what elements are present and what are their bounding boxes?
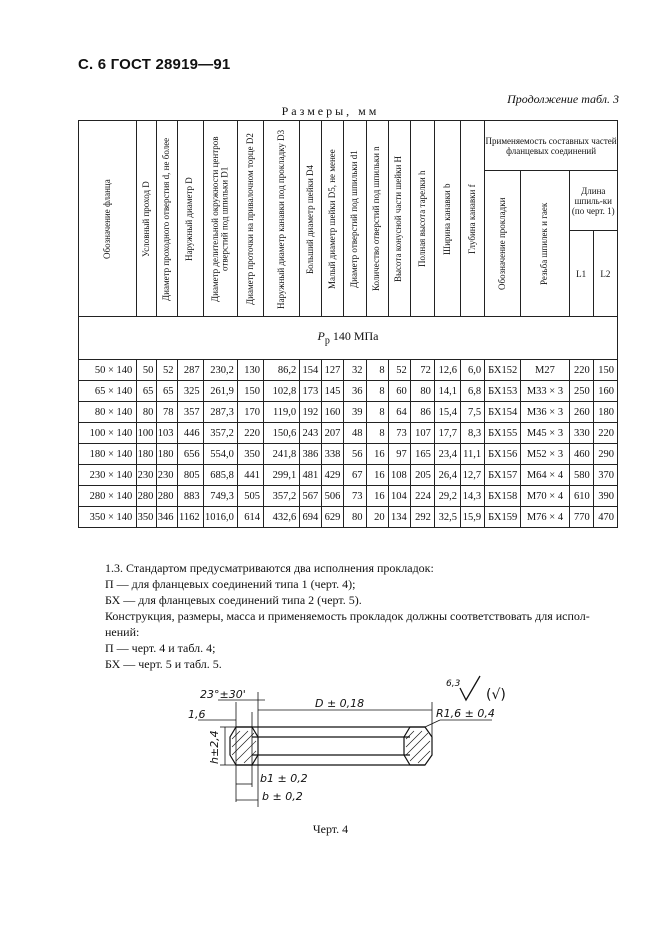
roughness-paren: (√) bbox=[486, 687, 506, 703]
sizes-label: Размеры, мм bbox=[281, 104, 380, 118]
table-cell: 72 bbox=[410, 360, 434, 381]
table-cell: 65 bbox=[157, 381, 177, 402]
table-cell: 230 bbox=[137, 465, 157, 486]
table-cell: 86,2 bbox=[264, 360, 300, 381]
col-n-header: Количество отверстий под шпильки n bbox=[366, 121, 388, 317]
table-cell: 26,4 bbox=[434, 465, 460, 486]
flange-designation-cell: 230 × 140 bbox=[79, 465, 137, 486]
table-cell: 6,8 bbox=[461, 381, 485, 402]
table-cell: 119,0 bbox=[264, 402, 300, 423]
table-cell: 8 bbox=[366, 423, 388, 444]
table-cell: 180 bbox=[593, 402, 617, 423]
table-cell: 241,8 bbox=[264, 444, 300, 465]
page-title: С. 6 ГОСТ 28919—91 bbox=[78, 56, 231, 73]
col-l2-header: L2 bbox=[593, 231, 617, 317]
col-f-header: Глубина канавки f bbox=[461, 121, 485, 317]
table-cell: 65 bbox=[137, 381, 157, 402]
table-cell: 73 bbox=[388, 423, 410, 444]
table-cell: 261,9 bbox=[203, 381, 237, 402]
edge-dimension: 1,6 bbox=[188, 708, 206, 721]
table-row bbox=[79, 465, 618, 486]
table-cell: 883 bbox=[177, 486, 203, 507]
table-cell: БХ156 bbox=[485, 444, 521, 465]
table-cell: 73 bbox=[344, 486, 366, 507]
table-cell: 150,6 bbox=[264, 423, 300, 444]
table-cell: 80 bbox=[137, 402, 157, 423]
table-cell: 32 bbox=[344, 360, 366, 381]
diameter-dimension: D ± 0,18 bbox=[315, 697, 365, 710]
flange-designation-cell: 180 × 140 bbox=[79, 444, 137, 465]
table-row bbox=[79, 360, 618, 381]
table-cell: М45 × 3 bbox=[521, 423, 569, 444]
col-dh-header: Диаметр отверстий под шпильки d1 bbox=[344, 121, 366, 317]
flange-designation-cell: 280 × 140 bbox=[79, 486, 137, 507]
table-cell: 230 bbox=[157, 465, 177, 486]
table-cell: 429 bbox=[322, 465, 344, 486]
table-cell: 220 bbox=[569, 360, 593, 381]
table-row bbox=[79, 402, 618, 423]
paragraph-ref-bh: БХ — черт. 5 и табл. 5. bbox=[105, 657, 222, 671]
table-cell: 390 bbox=[593, 486, 617, 507]
table-cell: 97 bbox=[388, 444, 410, 465]
table-cell: 299,1 bbox=[264, 465, 300, 486]
table-cell: 15,9 bbox=[461, 507, 485, 528]
table-cell: М52 × 3 bbox=[521, 444, 569, 465]
table-cell: 432,6 bbox=[264, 507, 300, 528]
table-cell: 29,2 bbox=[434, 486, 460, 507]
roughness-value: 6,3 bbox=[446, 679, 461, 689]
col-thread-header: Резьба шпилек и гаек bbox=[521, 171, 569, 317]
table-cell: 52 bbox=[157, 360, 177, 381]
paragraph-type-p: П — для фланцевых соединений типа 1 (черт. 4); bbox=[105, 577, 356, 591]
table-cell: 287 bbox=[177, 360, 203, 381]
dimensions-table bbox=[78, 120, 618, 528]
table-cell: 8 bbox=[366, 360, 388, 381]
col-d5-header: Малый диаметр шейки D5, не менее bbox=[322, 121, 344, 317]
flange-designation-cell: 350 × 140 bbox=[79, 507, 137, 528]
table-cell: 32,5 bbox=[434, 507, 460, 528]
table-cell: 150 bbox=[593, 360, 617, 381]
b1-dimension: b1 ± 0,2 bbox=[260, 772, 308, 785]
table-cell: 614 bbox=[237, 507, 263, 528]
table-cell: М33 × 3 bbox=[521, 381, 569, 402]
height-dimension: h±2,4 bbox=[208, 730, 221, 764]
table-cell: 506 bbox=[322, 486, 344, 507]
table-cell: БХ157 bbox=[485, 465, 521, 486]
table-cell: 554,0 bbox=[203, 444, 237, 465]
table-cell: 165 bbox=[410, 444, 434, 465]
table-cell: 350 bbox=[137, 507, 157, 528]
table-cell: 14,3 bbox=[461, 486, 485, 507]
table-cell: М76 × 4 bbox=[521, 507, 569, 528]
table-cell: 67 bbox=[344, 465, 366, 486]
table-cell: 100 bbox=[137, 423, 157, 444]
table-cell: 160 bbox=[322, 402, 344, 423]
table-cell: 287,3 bbox=[203, 402, 237, 423]
table-cell: 78 bbox=[157, 402, 177, 423]
table-cell: 107 bbox=[410, 423, 434, 444]
col-dy-header: Условный проход D bbox=[137, 121, 157, 317]
table-cell: 250 bbox=[569, 381, 593, 402]
table-cell: 749,3 bbox=[203, 486, 237, 507]
table-cell: 205 bbox=[410, 465, 434, 486]
table-cell: 290 bbox=[593, 444, 617, 465]
col-d3-header: Наружный диаметр канавки под прокладку D3 bbox=[264, 121, 300, 317]
paragraph-type-bh: БХ — для фланцевых соединений типа 2 (черт. 5). bbox=[105, 593, 362, 607]
table-cell: БХ153 bbox=[485, 381, 521, 402]
table-cell: 16 bbox=[366, 444, 388, 465]
table-cell: 610 bbox=[569, 486, 593, 507]
table-cell: 357,2 bbox=[264, 486, 300, 507]
table-cell: 243 bbox=[300, 423, 322, 444]
table-cell: 8 bbox=[366, 381, 388, 402]
col-d4-header: Больший диаметр шейки D4 bbox=[300, 121, 322, 317]
table-cell: 36 bbox=[344, 381, 366, 402]
table-cell: 694 bbox=[300, 507, 322, 528]
table-cell: 7,5 bbox=[461, 402, 485, 423]
table-cell: 280 bbox=[137, 486, 157, 507]
table-cell: 338 bbox=[322, 444, 344, 465]
col-b-header: Ширина канавки b bbox=[434, 121, 460, 317]
col-h-header: Высота конусной части шейки H bbox=[388, 121, 410, 317]
table-cell: 14,1 bbox=[434, 381, 460, 402]
table-cell: М27 bbox=[521, 360, 569, 381]
table-cell: БХ155 bbox=[485, 423, 521, 444]
table-cell: 154 bbox=[300, 360, 322, 381]
table-cell: 80 bbox=[344, 507, 366, 528]
table-cell: 330 bbox=[569, 423, 593, 444]
table-cell: БХ152 bbox=[485, 360, 521, 381]
table-cell: 481 bbox=[300, 465, 322, 486]
pressure-label: $P_р$ 140 МПа bbox=[79, 317, 618, 360]
table-cell: БХ158 bbox=[485, 486, 521, 507]
table-cell: 103 bbox=[157, 423, 177, 444]
table-cell: 64 bbox=[388, 402, 410, 423]
table-cell: 220 bbox=[593, 423, 617, 444]
table-cell: 357,2 bbox=[203, 423, 237, 444]
table-row bbox=[79, 444, 618, 465]
applicability-group-header: Применяемость составных частей фланцевых соединений bbox=[485, 121, 618, 171]
col-hp-header: Полная высота тарелки h bbox=[410, 121, 434, 317]
table-cell: 86 bbox=[410, 402, 434, 423]
table-cell: БХ159 bbox=[485, 507, 521, 528]
table-cell: 11,1 bbox=[461, 444, 485, 465]
table-cell: 80 bbox=[410, 381, 434, 402]
table-cell: М36 × 3 bbox=[521, 402, 569, 423]
table-cell: 145 bbox=[322, 381, 344, 402]
table-cell: 48 bbox=[344, 423, 366, 444]
table-cell: 52 bbox=[388, 360, 410, 381]
table-cell: 60 bbox=[388, 381, 410, 402]
table-cell: 770 bbox=[569, 507, 593, 528]
table-cell: 805 bbox=[177, 465, 203, 486]
table-cell: 207 bbox=[322, 423, 344, 444]
table-cell: 173 bbox=[300, 381, 322, 402]
table-cell: 20 bbox=[366, 507, 388, 528]
table-cell: 580 bbox=[569, 465, 593, 486]
table-cell: 16 bbox=[366, 486, 388, 507]
table-cell: 357 bbox=[177, 402, 203, 423]
table-cell: 230,2 bbox=[203, 360, 237, 381]
table-cell: 656 bbox=[177, 444, 203, 465]
table-cell: 567 bbox=[300, 486, 322, 507]
table-cell: 446 bbox=[177, 423, 203, 444]
table-cell: 127 bbox=[322, 360, 344, 381]
table-cell: 346 bbox=[157, 507, 177, 528]
table-cell: 134 bbox=[388, 507, 410, 528]
table-row bbox=[79, 507, 618, 528]
table-cell: 8 bbox=[366, 402, 388, 423]
table-row bbox=[79, 423, 618, 444]
table-cell: 685,8 bbox=[203, 465, 237, 486]
table-cell: 629 bbox=[322, 507, 344, 528]
table-cell: 1016,0 bbox=[203, 507, 237, 528]
table-cell: 180 bbox=[157, 444, 177, 465]
table-cell: 8,3 bbox=[461, 423, 485, 444]
flange-designation-cell: 100 × 140 bbox=[79, 423, 137, 444]
table-cell: 260 bbox=[569, 402, 593, 423]
table-cell: 12,6 bbox=[434, 360, 460, 381]
table-row bbox=[79, 486, 618, 507]
roughness-icon bbox=[460, 676, 480, 700]
angle-dimension: 23°±30' bbox=[200, 688, 246, 701]
table-cell: 441 bbox=[237, 465, 263, 486]
table-cell: 180 bbox=[137, 444, 157, 465]
radius-dimension: R1,6 ± 0,4 bbox=[436, 707, 495, 720]
gasket-drawing bbox=[170, 672, 530, 822]
col-l1-header: L1 bbox=[569, 231, 593, 317]
table-cell: 12,7 bbox=[461, 465, 485, 486]
col-flange-header: Обозначение фланца bbox=[79, 121, 137, 317]
paragraph-1-3: 1.3. Стандартом предусматриваются два исполнения прокладок: bbox=[105, 561, 434, 575]
table-cell: 192 bbox=[300, 402, 322, 423]
b-dimension: b ± 0,2 bbox=[262, 790, 303, 803]
table-cell: 325 bbox=[177, 381, 203, 402]
flange-designation-cell: 50 × 140 bbox=[79, 360, 137, 381]
table-cell: 350 bbox=[237, 444, 263, 465]
table-cell: 370 bbox=[593, 465, 617, 486]
table-cell: М64 × 4 bbox=[521, 465, 569, 486]
col-d1-header: Диаметр делительной окружности центров отверстий под шпильки D1 bbox=[203, 121, 237, 317]
table-cell: 104 bbox=[388, 486, 410, 507]
table-cell: 39 bbox=[344, 402, 366, 423]
table-cell: 102,8 bbox=[264, 381, 300, 402]
continuation-label: Продолжение табл. 3 bbox=[507, 92, 619, 106]
table-cell: М70 × 4 bbox=[521, 486, 569, 507]
table-cell: 150 bbox=[237, 381, 263, 402]
table-cell: 505 bbox=[237, 486, 263, 507]
col-d2-header: Диаметр проточки на привалочном торце D2 bbox=[237, 121, 263, 317]
table-cell: 15,4 bbox=[434, 402, 460, 423]
table-cell: БХ154 bbox=[485, 402, 521, 423]
table-cell: 130 bbox=[237, 360, 263, 381]
table-cell: 56 bbox=[344, 444, 366, 465]
table-cell: 280 bbox=[157, 486, 177, 507]
table-cell: 160 bbox=[593, 381, 617, 402]
table-cell: 17,7 bbox=[434, 423, 460, 444]
table-cell: 470 bbox=[593, 507, 617, 528]
table-cell: 50 bbox=[137, 360, 157, 381]
table-cell: 460 bbox=[569, 444, 593, 465]
table-cell: 1162 bbox=[177, 507, 203, 528]
flange-designation-cell: 65 × 140 bbox=[79, 381, 137, 402]
table-cell: 108 bbox=[388, 465, 410, 486]
table-cell: 16 bbox=[366, 465, 388, 486]
col-outer-header: Наружный диаметр D bbox=[177, 121, 203, 317]
paragraph-ref-p: П — черт. 4 и табл. 4; bbox=[105, 641, 216, 655]
col-hole-header: Диаметр проходного отверстия d, не более bbox=[157, 121, 177, 317]
table-cell: 6,0 bbox=[461, 360, 485, 381]
table-body bbox=[79, 360, 618, 528]
table-cell: 23,4 bbox=[434, 444, 460, 465]
figure-caption: Черт. 4 bbox=[312, 822, 349, 836]
table-cell: 170 bbox=[237, 402, 263, 423]
table-row bbox=[79, 381, 618, 402]
table-cell: 224 bbox=[410, 486, 434, 507]
table-cell: 386 bbox=[300, 444, 322, 465]
stud-length-header: Длина шпиль-ки (по черт. 1) bbox=[569, 171, 617, 231]
flange-designation-cell: 80 × 140 bbox=[79, 402, 137, 423]
paragraph-construction: Конструкция, размеры, масса и применяемость прокладок должны соответствовать для испол-нений: bbox=[105, 609, 590, 639]
table-cell: 220 bbox=[237, 423, 263, 444]
col-gasket-header: Обозначение прокладки bbox=[485, 171, 521, 317]
table-cell: 292 bbox=[410, 507, 434, 528]
